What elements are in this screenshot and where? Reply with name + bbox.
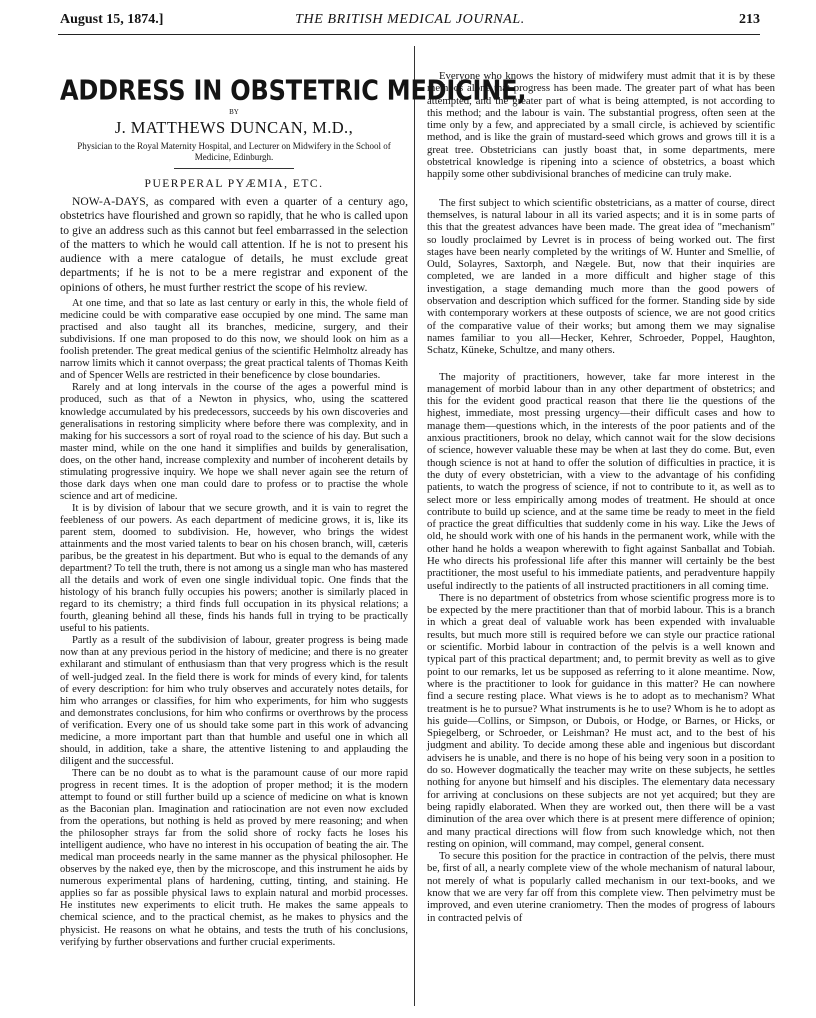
header-rule [58, 34, 760, 35]
author-name: J. MATTHEWS DUNCAN, M.D., [114, 118, 354, 137]
paragraph: Rarely and at long intervals in the course of the ages a powerful mind is produced, such as that of a Newton in physics, who, using the scattered knowledge accumulated by his predecessors, succeeds by his own discoveries and generalisations in restoring simplicity where before there was complexity, and in making for his successors a sort of royal road to the science of his day. But such a master mind, while on the one hand it simplifies and builds by generalisation, does, on the other hand, increase complexity and number of incoherent details by stimulating progressive inquiry. We hope we shall never again see the return of those dark days when one man could dare to profess or to practise the whole science and art of medicine. [60, 382, 408, 502]
paragraph: To secure this position for the practice in contraction of the pelvis, there must be, first of all, a nearly complete view of the whole mechanism of natural labour, not merely of what is popularly called mechanism in our text-books, and we know that we are very far off from this complete view. Then pelvimetry must be improved, and even uterine craniometry. Then the modes of progress of labours in contracted pelvis of [427, 850, 775, 924]
paragraph: The majority of practitioners, however, take far more interest in the management of morbid labour than in any other department of obstetrics; and this for the evident good practical reason that there lie the questions of the highest, immediate, most pressing urgency—their difficult cases and how to manage them—questions which, in the interests of the poor patients and of the anxious practitioners, brook no delay, which cannot wait for the slow decisions of science, however valuable these may be when at last they do come. But, even though science is not at hand to offer the solution of difficulties in practice, it is the duty of every obstetrician, with a view to the advantage of his confiding patients, to watch the progress of science, if not to contribute to it, as well as to select more or less empirically among modes of treatment. He should at once contribute to build up science, and at the same time be ready to meet in the field of practice the great difficulties that suddenly come in his way. Like the Jews of old, he should work with one of his hands in the permanent work, while with the other hand he holds a weapon wherewith to fight against Sanballat and Tobiah. He who directs his professional life after this manner will certainly be the best practitioner, the most useful to his immediate patients, and peradventure happily useful indirectly to the patients of all instructed practitioners in all coming time. [427, 370, 775, 592]
running-header [60, 12, 760, 32]
issue-date: August 15, 1874.] [60, 12, 164, 27]
paragraph: There can be no doubt as to what is the paramount cause of our more rapid progress in recent times. It is the adoption of proper method; it is the modern attempt to found or still further build up a science of medicine on what is known as the Baconian plan. Imagination and ratiocination are not even now excluded from the operations, but nothing is held as proved by mere reasoning; and when the philosopher strays far from the solid shore of rocky facts he loses his intelligent audience, who have no interest in his occupation of beating the air. The medical man proceeds nearly in the same manner as the physical philosopher. He observes by the naked eye, then by the microscope, and this instrument he aids by numerous experimental plans of hardening, cutting, tinting, and staining. He applies so far as possible physical laws to explain natural and morbid processes. He institutes new experiments to elicit truth. He makes the same appeals to chemical science, and to the practical chemist, as he makes to physics and the physicist. He reasons on what he obtains, and tests the truth of his conclusions, verifying by further observations and further crucial experiments. [60, 767, 408, 948]
journal-title: THE BRITISH MEDICAL JOURNAL. [295, 12, 525, 27]
column-divider [414, 46, 415, 1006]
article-title: ADDRESS IN OBSTETRIC MEDICINE, [60, 74, 527, 107]
author-affiliation: Physician to the Royal Maternity Hospital, and Lecturer on Midwifery in the School of Medicine, Edinburgh. [77, 141, 391, 162]
byline-by: BY [229, 108, 239, 116]
paragraph: At one time, and that so late as last century or early in this, the whole field of medicine could be with comparative ease occupied by one mind. The same man practised and also taught all its branches, medicine, surgery, and their subdivisions. If one man proposed to do this now, we should look on him as a foolish pretender. The great medical genius of the scientific Helmholtz already has narrow limits which it cannot overpass; the great practical talents of Thomas Keith and of Spencer Wells are restricted in their beneficence by close boundaries. [60, 298, 408, 382]
paragraph: There is no department of obstetrics from whose scientific progress more is to be expected by the mere practitioner than that of morbid labour. This is a branch in which a great deal of valuable work has been expended with invaluable results, but much more still is required before we can style our practice rational or scientific. Morbid labour in contraction of the pelvis is a well known and typical part of this practical department; and, to permit brevity as well as to give point to our remarks, let us be supposed as referring to it alone meantime. Now, where is the practitioner to look for guidance in this matter? He can nowhere find a secure resting place. What views is he to adopt as to mechanism? What treatment is he to pursue? What instruments is he to use? Whom is he to adopt as his guide—Collins, or Simpson, or Dubois, or Hodge, or Barnes, or Hicks, or Spiegelberg, or Schroeder, or Leishman? He must act, and to the best of his judgment and ability. To decide among these able and ingenious but discordant advisers he is unable, and there is no hope of his being very soon in a position to do so. However dogmatically the teacher may write on these subjects, he settles nothing for anyone but himself and his disciples. The elementary data necessary for arriving at conclusions on these subjects are not yet acquired; but they are being rapidly elaborated. When they are worked out, then there will be a vast diminution of the area over which there is at present mere difference of opinion; and many practical directions will flow from such knowledge which, not then resting on opinion, will command, may compel, general consent. [427, 591, 775, 850]
page-number: 213 [739, 12, 760, 27]
paragraph: It is by division of labour that we secure growth, and it is vain to regret the feebleness of our powers. As each department of medicine grows, it is, like its parent stem, doomed to subdivision. He, however, who brings the widest attainments and the most varied talents to bear on his chosen branch, will, cæteris paribus, be the greatest in his department. But who is equal to the demands of any department? To tell the truth, there is not among us a single man who has mastered all the details and work of even one single individual topic. One finds that the histology of his branch fully occupies his powers; another is similarly placed in regard to its chemistry; a third finds full occupation in its physical relations; a fourth, gleaning behind all these, finds his hands full in trying to be practically useful to his patients. [60, 502, 408, 635]
paragraph: Everyone who knows the history of midwifery must admit that it is by these methods alone that progress has been made. The greater part of what has been attempted, and the greater part of what is being attempted, is not according to this method; and the labour is vain. The substantial progress, often seen at the time only by a few, and appreciated by a small circle, is achieved by scientific method, and is like the grain of mustard-seed which grows and grows till it is a great tree. Obstetricians can justly boast that, in some departments, mere obstetrical knowledge is ripening into a science of obstetrics, a boast which happily some other subdivisional branches of medicine can truly make. [427, 70, 775, 181]
right-column [427, 70, 775, 924]
paragraph: NOW-A-DAYS, as compared with even a quarter of a century ago, obstetrics have flourished and grown so rapidly, that he who is called upon to give an address such as this cannot but feel embarrassed in the selection of the matters to which he would call attention. If he is not to present his audience with a mere catalogue of details, he must exclude great departments; if he is not to be a mere registrar and exponent of the opinions of others, he must further restrict the scope of his review. [60, 195, 408, 294]
paragraph: The first subject to which scientific obstetricians, as a matter of course, direct themselves, is natural labour in all its varied aspects; and it is in some parts of this that the greatest advances have been made. The great idea of "mechanism" so loudly proclaimed by Levret is in process of being worked out. The first stages have been nearly completed by the writings of W. Hunter and Smellie, of Ould, Solayres, Saxtorph, and Nægele. But, now that their inquiries are completed, we are landed in a more difficult and higher stage of this investigation, a stage demanding much more than the good powers of observation and description which sufficed for the former. Standing side by side with contemporary workers at these outposts of science, we are not good critics of the comparative value of their works; but among them we may signalise names familiar to you all—Hecker, Kehrer, Schroeder, Poppel, Haughton, Schatz, Küneke, Schultze, and many others. [427, 196, 775, 357]
paragraph: Partly as a result of the subdivision of labour, greater progress is being made now than at any previous period in the history of medicine; and there is no greater exhilarant and stimulant of enthusiasm than that very progress which is the result of well-judged zeal. In the field there is work for minds of every kind, for talents of every description: for him who truly observes and accurately notes details, for him who arranges or classifies, for him who experiments, for him who suggests and demonstrates conclusions, for him who confirms or overthrows by the process of verification. Every one of us should take some part in this work of advancing medicine, a more important part than that humble and useful one in which all should, in addition, take a share, the attentive listening to and applauding the diligent and the successful. [60, 635, 408, 767]
section-subtitle: PUERPERAL PYÆMIA, ETC. [144, 178, 324, 190]
left-column [60, 46, 527, 949]
title-rule [174, 168, 294, 169]
